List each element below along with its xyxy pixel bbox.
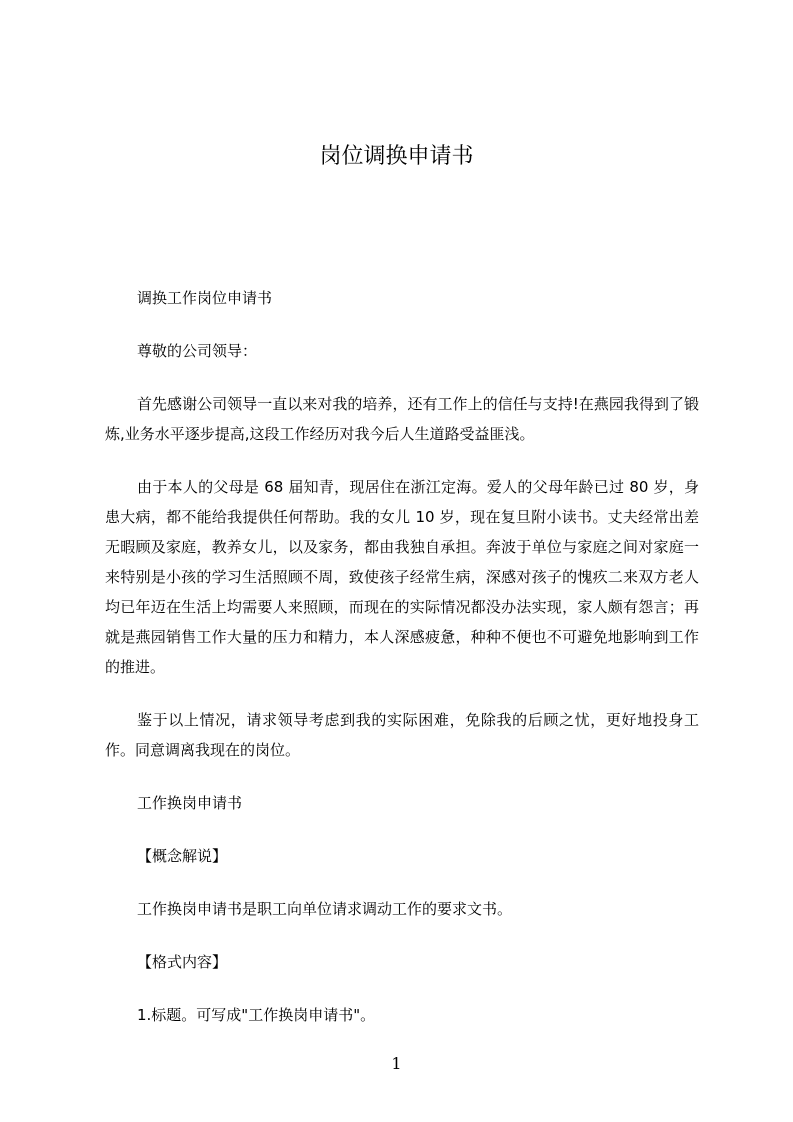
concept-heading: 【概念解说】 bbox=[137, 847, 228, 865]
body-paragraph-gratitude: 首先感谢公司领导一直以来对我的培养，还有工作上的信任与支持!在燕园我得到了锻炼,业务水平逐步提高,这段工作经历对我今后人生道路受益匪浅。 bbox=[105, 395, 699, 443]
format-heading: 【格式内容】 bbox=[137, 953, 228, 971]
format-item-1: 1.标题。可写成"工作换岗申请书"。 bbox=[137, 1006, 376, 1024]
page-number: 1 bbox=[391, 1054, 402, 1073]
document-body bbox=[105, 283, 699, 1053]
body-paragraph-reasons: 由于本人的父母是 68 届知青，现居住在浙江定海。爱人的父母年龄已过 80 岁，身患大病，都不能给我提供任何帮助。我的女儿 10 岁，现在复旦附小读书。丈夫经常出差无暇顾及家庭，教养女儿，以及家务，都由我独自承担。奔波于单位与家庭之间对家庭一来特别是小孩的学习生活照顾不周，致使孩子经常生病，深感对孩子的愧疚二来双方老人均已年迈在生活上均需要人来照顾，而现在的实际情况都没办法实现，家人颇有怨言；再就是燕园销售工作大量的压力和精力，本人深感疲惫，种种不便也不可避免地影响到工作的推进。 bbox=[105, 478, 699, 676]
salutation-paragraph: 尊敬的公司领导： bbox=[137, 342, 258, 360]
document-title: 岗位调换申请书 bbox=[319, 144, 474, 169]
body-paragraph-request: 鉴于以上情况，请求领导考虑到我的实际困难，免除我的后顾之忧，更好地投身工作。同意调离我现在的岗位。 bbox=[105, 711, 699, 759]
section-heading: 工作换岗申请书 bbox=[137, 794, 243, 812]
concept-paragraph: 工作换岗申请书是职工向单位请求调动工作的要求文书。 bbox=[137, 900, 513, 918]
subtitle-paragraph: 调换工作岗位申请书 bbox=[137, 289, 273, 307]
